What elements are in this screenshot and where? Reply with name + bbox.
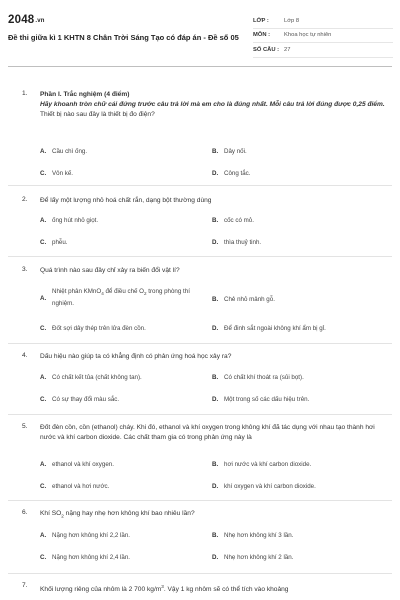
option-letter: C. xyxy=(40,554,47,561)
option-letter: A. xyxy=(40,461,47,468)
exam-title: Đề thi giữa kì 1 KHTN 8 Chân Trời Sáng Tạo có đáp án - Đề số 05 xyxy=(8,33,239,42)
question-number: 1. xyxy=(22,90,28,97)
option-letter: D. xyxy=(212,170,219,177)
option-text: Để đinh sắt ngoài không khí ẩm bị gỉ. xyxy=(224,325,326,332)
option-d[interactable] xyxy=(212,325,326,332)
option-d[interactable] xyxy=(212,483,316,490)
subscript: 2 xyxy=(61,513,64,519)
question-number: 2. xyxy=(22,196,28,203)
option-text: Nặng hơn không khí 2,4 lần. xyxy=(52,554,131,561)
meta-row-class xyxy=(253,14,393,29)
option-d[interactable] xyxy=(212,239,261,246)
option-letter: D. xyxy=(212,239,219,246)
option-letter: C. xyxy=(40,170,47,177)
option-c[interactable] xyxy=(40,396,119,403)
question-prompt xyxy=(40,509,388,521)
option-a[interactable] xyxy=(40,148,87,155)
option-text: phễu. xyxy=(52,239,68,246)
question-prompt: Đốt đèn cồn, cồn (ethanol) cháy. Khi đó, ethanol và khí oxygen trong không khí đã tác dụng với nhau tạo thành hơi nước và khí carbon dioxide. Các chất tham gia có trong phản ứng này là xyxy=(40,424,375,441)
meta-value: Lớp 8 xyxy=(284,17,300,24)
option-letter: C. xyxy=(40,483,47,490)
question-text-part: Khối lượng riêng của nhôm là 2 700 kg/m xyxy=(40,586,162,594)
option-letter: D. xyxy=(212,483,219,490)
question-prompt xyxy=(40,582,388,595)
header-divider xyxy=(8,66,392,67)
question-prompt: Để lấy một lượng nhỏ hoá chất rắn, dạng bột thường dùng xyxy=(40,197,212,204)
option-text: ống hút nhỏ giọt. xyxy=(52,217,99,224)
option-c[interactable] xyxy=(40,483,109,490)
site-logo[interactable] xyxy=(8,14,45,26)
option-text-part: Nhiệt phân KMnO xyxy=(52,288,102,295)
option-text: khí oxygen và khí carbon dioxide. xyxy=(224,483,316,490)
option-b[interactable] xyxy=(212,217,254,224)
option-text-part: trong phòng thí nghiệm. xyxy=(52,288,190,308)
option-text: Cầu chì ống. xyxy=(52,148,88,155)
option-letter: C. xyxy=(40,325,47,332)
subscript: 2 xyxy=(144,291,147,297)
meta-key: MÔN : xyxy=(253,32,271,39)
option-text: Một trong số các dấu hiệu trên. xyxy=(224,396,310,403)
option-b[interactable] xyxy=(212,148,247,155)
option-text: cốc có mỏ. xyxy=(224,217,254,224)
question-number: 4. xyxy=(22,352,28,359)
option-a[interactable] xyxy=(40,287,208,309)
option-text: hơi nước và khí carbon dioxide. xyxy=(224,461,312,468)
option-letter: B. xyxy=(212,217,219,224)
question-prompt: Thiết bị nào sau đây là thiết bị đo điện? xyxy=(40,111,155,118)
option-letter: B. xyxy=(212,296,219,303)
option-letter: A. xyxy=(40,294,47,302)
option-d[interactable] xyxy=(212,554,293,561)
subscript: 4 xyxy=(101,291,104,297)
option-text-part: để điều chế O xyxy=(103,288,144,295)
question-text-part: Khí SO xyxy=(40,510,62,517)
option-c[interactable] xyxy=(40,239,67,246)
option-c[interactable] xyxy=(40,325,146,332)
option-letter: D. xyxy=(212,396,219,403)
option-text: Nhẹ hơn không khí 2 lần. xyxy=(224,554,294,561)
option-letter: B. xyxy=(212,461,219,468)
logo-suffix: .vn xyxy=(35,18,45,24)
option-text: Có chất kết tủa (chất không tan). xyxy=(52,374,142,381)
question-prompt: Dấu hiệu nào giúp ta có khẳng định có phản ứng hoá học xảy ra? xyxy=(40,353,232,360)
question-divider xyxy=(8,573,392,574)
question-number: 3. xyxy=(22,266,28,273)
option-letter: C. xyxy=(40,396,47,403)
question-prompt: Quá trình nào sau đây chỉ xảy ra biến đổi vật lí? xyxy=(40,267,180,274)
option-text: ethanol và khí oxygen. xyxy=(52,461,114,468)
option-a[interactable] xyxy=(40,374,142,381)
option-d[interactable] xyxy=(212,170,250,177)
option-letter: A. xyxy=(40,148,47,155)
option-text: Nặng hơn không khí 2,2 lần. xyxy=(52,532,131,539)
option-b[interactable] xyxy=(212,296,275,303)
question-divider xyxy=(8,185,392,186)
option-letter: A. xyxy=(40,217,47,224)
option-text: Chẻ nhỏ mảnh gỗ. xyxy=(224,296,275,303)
option-a[interactable] xyxy=(40,461,114,468)
question-divider xyxy=(8,343,392,344)
option-b[interactable] xyxy=(212,532,293,539)
exam-meta xyxy=(253,14,393,58)
meta-key: SỐ CÂU : xyxy=(253,46,280,53)
option-text: Có sự thay đổi màu sắc. xyxy=(52,396,120,403)
option-letter: B. xyxy=(212,374,219,381)
option-text: Dây nối. xyxy=(224,148,247,155)
option-letter: D. xyxy=(212,554,219,561)
option-text: Công tắc. xyxy=(224,170,251,177)
option-letter: C. xyxy=(40,239,47,246)
superscript: 3 xyxy=(161,584,164,589)
question-number: 6. xyxy=(22,509,28,516)
question-text xyxy=(40,90,388,120)
option-a[interactable] xyxy=(40,217,98,224)
question-divider xyxy=(8,256,392,257)
section-heading: Phần I. Trắc nghiệm (4 điểm) xyxy=(40,91,130,98)
meta-row-subject xyxy=(253,29,393,44)
question-number: 7. xyxy=(22,582,28,589)
option-text: Vôn kế. xyxy=(52,170,73,177)
logo-main: 2048 xyxy=(8,14,35,26)
meta-key: LỚP : xyxy=(253,17,269,24)
option-letter: B. xyxy=(212,148,219,155)
option-letter: A. xyxy=(40,374,47,381)
option-text: Đốt sợi dây thép trên lửa đèn cồn. xyxy=(52,325,146,332)
question-text-part: . Vậy 1 kg nhôm sẽ có thể tích vào khoảng xyxy=(163,586,289,594)
meta-row-count xyxy=(253,43,393,58)
option-c[interactable] xyxy=(40,170,73,177)
question-divider xyxy=(8,414,392,415)
option-text: ethanol và hơi nước. xyxy=(52,483,110,490)
option-b[interactable] xyxy=(212,461,311,468)
option-c[interactable] xyxy=(40,554,130,561)
option-a[interactable] xyxy=(40,532,130,539)
option-text xyxy=(52,287,208,309)
section-instruction: Hãy khoanh tròn chữ cái đứng trước câu trả lời mà em cho là đúng nhất. Mỗi câu trả lời đúng được 0,25 điểm. xyxy=(40,101,385,108)
option-text: thìa thuỷ tinh. xyxy=(224,239,262,246)
question-text-part: nặng hay nhẹ hơn không khí bao nhiêu lần? xyxy=(63,510,195,517)
option-d[interactable] xyxy=(212,396,309,403)
option-letter: D. xyxy=(212,325,219,332)
question-divider xyxy=(8,500,392,501)
option-text: Nhẹ hơn không khí 3 lần. xyxy=(224,532,294,539)
option-text: Có chất khí thoát ra (sủi bọt). xyxy=(224,374,304,381)
option-b[interactable] xyxy=(212,374,304,381)
option-letter: B. xyxy=(212,532,219,539)
meta-value: 27 xyxy=(284,46,291,53)
page-header xyxy=(0,0,400,64)
option-letter: A. xyxy=(40,532,47,539)
meta-value: Khoa học tự nhiên xyxy=(284,32,332,39)
question-number: 5. xyxy=(22,423,28,430)
